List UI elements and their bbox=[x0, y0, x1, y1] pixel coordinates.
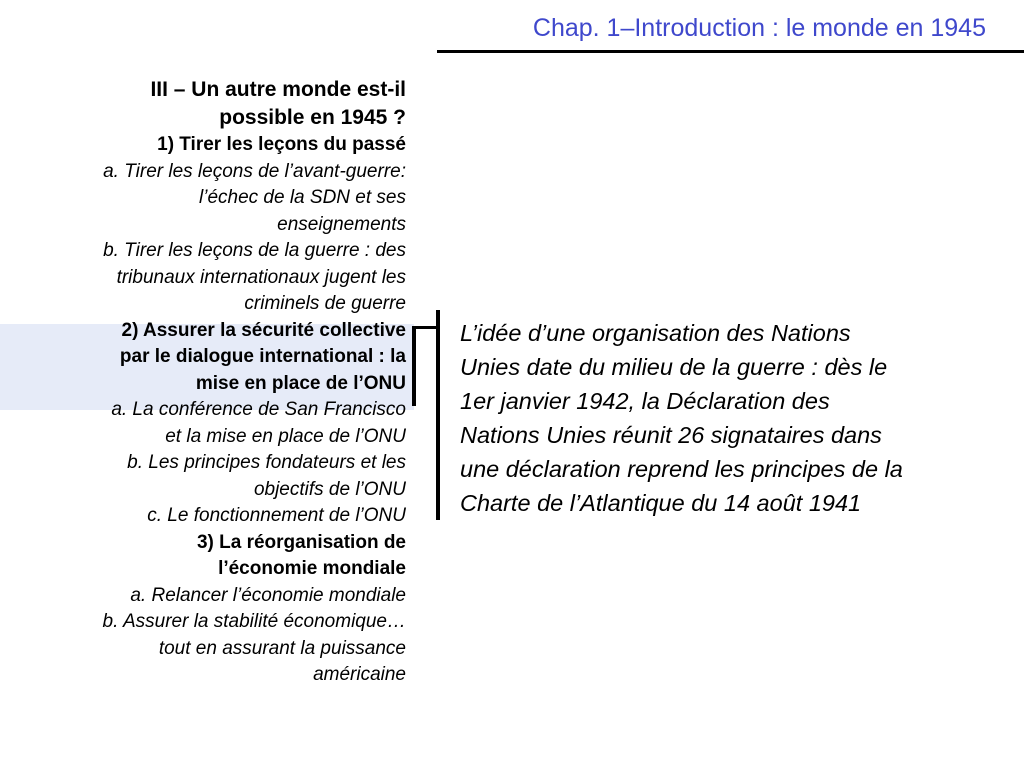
outline-part-2-current: 2) Assurer la sécurité collective bbox=[121, 319, 406, 341]
lesson-outline bbox=[0, 76, 406, 689]
bracket-left-bar bbox=[412, 326, 416, 406]
outline-item: et la mise en place de l’ONU bbox=[165, 425, 406, 447]
outline-item: a. Relancer l’économie mondiale bbox=[130, 584, 406, 606]
outline-item: a. La conférence de San Francisco bbox=[111, 399, 406, 420]
outline-item: b. Les principes fondateurs et les bbox=[127, 452, 406, 473]
bracket-right-bar bbox=[436, 310, 440, 520]
bracket-connector bbox=[414, 326, 438, 329]
outline-part-2-current: mise en place de l’ONU bbox=[195, 372, 406, 394]
outline-item: b. Assurer la stabilité économique… bbox=[102, 611, 406, 632]
outline-item: a. Tirer les leçons de l’avant-guerre: bbox=[103, 160, 406, 182]
slide-title: Chap. 1–Introduction : le monde en 1945 bbox=[532, 14, 986, 42]
outline-item: l’échec de la SDN et ses bbox=[199, 187, 406, 208]
content-line: 1er janvier 1942, la Déclaration des bbox=[460, 388, 830, 414]
outline-item: tout en assurant la puissance bbox=[158, 637, 406, 659]
content-line: Unies date du milieu de la guerre : dès le bbox=[460, 354, 888, 380]
content-paragraph bbox=[460, 316, 1000, 520]
content-line: une déclaration reprend les principes de la bbox=[460, 456, 903, 482]
outline-item: américaine bbox=[313, 664, 406, 685]
content-line: Nations Unies réunit 26 signataires dans bbox=[460, 422, 882, 448]
outline-item: criminels de guerre bbox=[244, 293, 406, 314]
outline-item: enseignements bbox=[277, 213, 406, 235]
content-line: L’idée d’une organisation des Nations bbox=[460, 320, 851, 346]
outline-item: c. Le fonctionnement de l’ONU bbox=[147, 505, 406, 526]
section-title-line: possible en 1945 ? bbox=[219, 106, 406, 129]
outline-item: b. Tirer les leçons de la guerre : des bbox=[103, 240, 406, 261]
outline-part-2-current: par le dialogue international : la bbox=[119, 346, 406, 367]
outline-item: objectifs de l’ONU bbox=[253, 478, 406, 500]
outline-part-3: l’économie mondiale bbox=[218, 558, 406, 579]
title-divider bbox=[437, 50, 1024, 53]
outline-part-3: 3) La réorganisation de bbox=[196, 531, 406, 553]
outline-item: tribunaux internationaux jugent les bbox=[116, 266, 406, 288]
section-title-line: III – Un autre monde est-il bbox=[150, 78, 406, 101]
content-line: Charte de l’Atlantique du 14 août 1941 bbox=[460, 490, 862, 516]
outline-part-1: 1) Tirer les leçons du passé bbox=[157, 134, 406, 155]
